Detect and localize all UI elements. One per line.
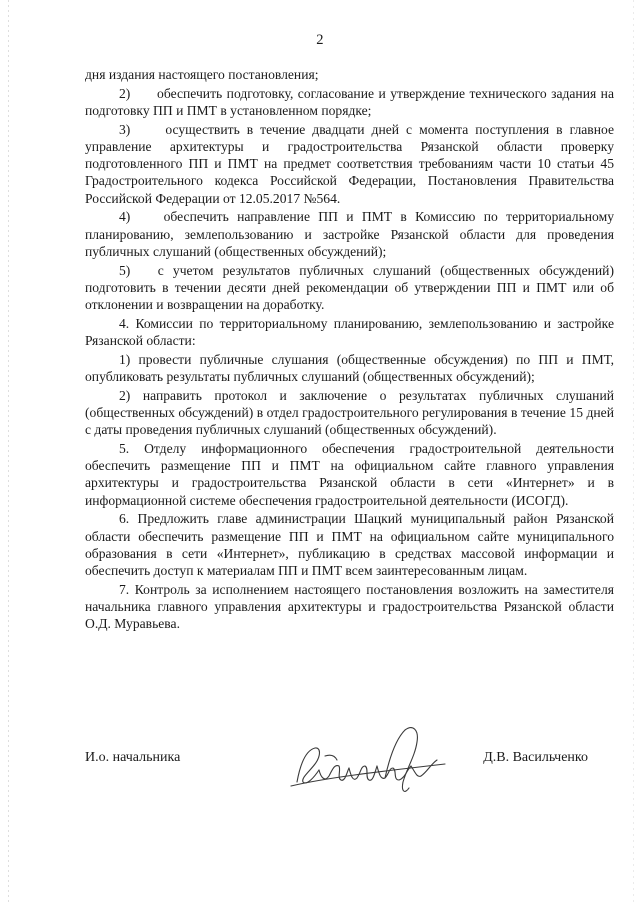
scan-margin-right bbox=[633, 0, 634, 905]
paragraph-section-4-item-2: 2) направить протокол и заключение о результатах публичных слушаний (общественных обсуждений) в отдел градостроительного регулирования в течение 15 дней с даты проведения публичных слушаний (общественных обсуждений). bbox=[85, 387, 614, 438]
paragraph-section-5: 5. Отделу информационного обеспечения градостроительной деятельности обеспечить размещение ПП и ПМТ на официальном сайте главного управления архитектуры и градостроительства Рязанской области в сети «Интернет» и в информационной системе обеспечения градостроительной деятельности (ИСОГД). bbox=[85, 441, 614, 508]
signatory-name: Д.В. Васильченко bbox=[483, 750, 588, 765]
paragraph-continuation: дня издания настоящего постановления; bbox=[85, 67, 319, 82]
paragraph-item-4: 4) обеспечить направление ПП и ПМТ в Комиссию по территориальному планированию, землепользованию и застройке Рязанской области для проведения публичных слушаний (общественных обсуждений); bbox=[85, 209, 614, 259]
paragraph-item-2: 2) обеспечить подготовку, согласование и утверждение технического задания на подготовку ПП и ПМТ в установленном порядке; bbox=[85, 85, 614, 118]
paragraph-section-6: 6. Предложить главе администрации Шацкий муниципальный район Рязанской области обеспечить размещение ПП и ПМТ на официальном сайте муниципального образования в сети «Интернет», публикацию в средствах массовой информации и обеспечить доступ к материалам ПП и ПМТ всем заинтересованным лицам. bbox=[85, 511, 614, 579]
scan-margin-left bbox=[8, 0, 10, 905]
paragraph-item-5: 5) с учетом результатов публичных слушаний (общественных обсуждений) подготовить в течении десяти дней рекомендации об утверждении ПП и ПМТ или об отклонении и возвращении на доработку. bbox=[85, 262, 614, 313]
paragraph-section-4: 4. Комиссии по территориальному планированию, землепользованию и застройке Рязанской области: bbox=[85, 315, 614, 349]
paragraph-item-3: 3) осуществить в течение двадцати дней с момента поступления в главное управление архитектуры и градостроительства Рязанской области проверку подготовленного ПП и ПМТ на предмет соответствия требованиям части 10 статьи 45 Градостроительного кодекса Российской Федерации, Постановления Правительства Российской Федерации от 12.05.2017 №564. bbox=[85, 121, 614, 206]
page-number: 2 bbox=[316, 32, 324, 48]
signature-block bbox=[85, 750, 614, 830]
document-body bbox=[85, 66, 614, 634]
handwritten-signature bbox=[285, 720, 455, 805]
paragraph-section-4-item-1: 1) провести публичные слушания (общественные обсуждения) по ПП и ПМТ, опубликовать результаты публичных слушаний (общественных обсуждений); bbox=[85, 351, 614, 385]
signatory-title: И.о. начальника bbox=[85, 750, 181, 765]
paragraph-section-7: 7. Контроль за исполнением настоящего постановления возложить на заместителя начальника главного управления архитектуры и градостроительства Рязанской области О.Д. Муравьева. bbox=[85, 581, 614, 632]
